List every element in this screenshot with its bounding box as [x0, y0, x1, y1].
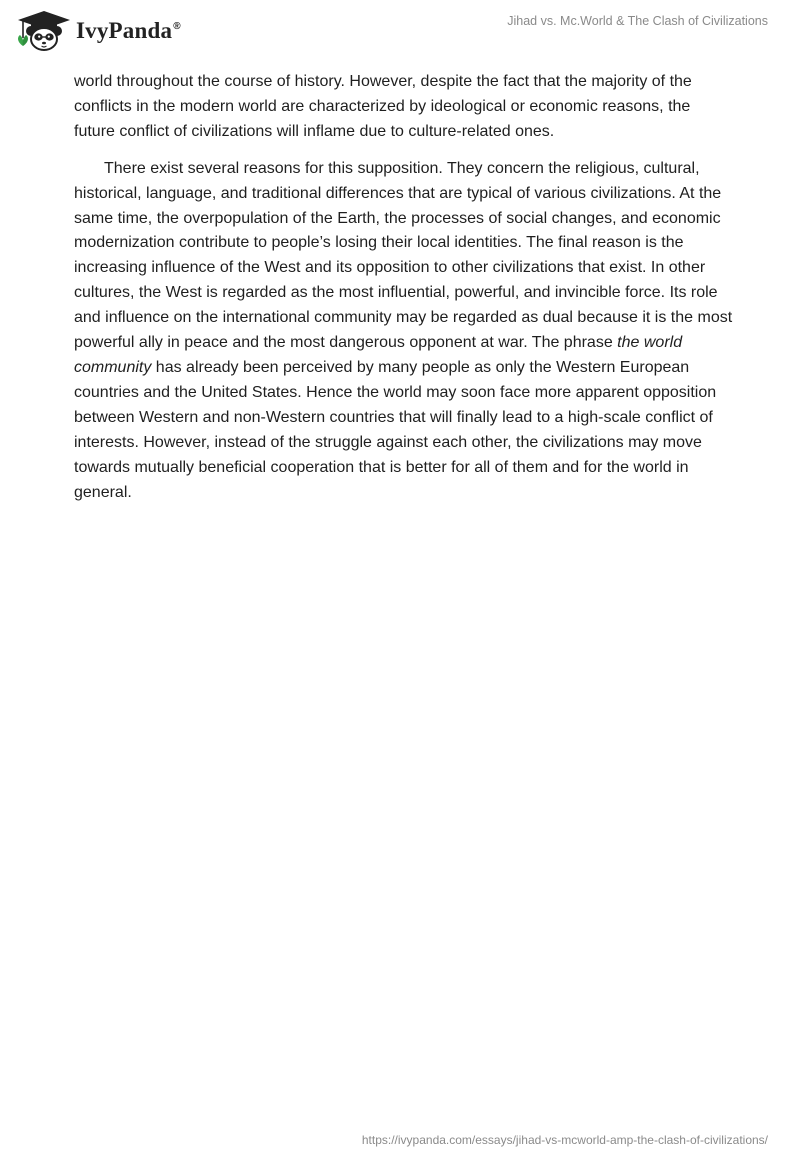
document-title: Jihad vs. Mc.World & The Clash of Civilizations [507, 14, 768, 28]
italic-phrase: the world community [74, 334, 683, 376]
paragraph-2-text-a: There exist several reasons for this supposition. They concern the religious, cultural, historical, language, and traditional differences that are typical of various civilizations. At the same time, the overpopulation of the Earth, the processes of social changes, and economic modernization contribute to people’s losing their local identities. The final reason is the increasing influence of the West and its opposition to other civilizations that exist. In other cultures, the West is regarded as the most influential, powerful, and invincible force. Its role and influence on the international community may be regarded as dual because it is the most powerful ally in peace and the most dangerous opponent at war. The phrase [74, 159, 733, 352]
source-url-link[interactable]: https://ivypanda.com/essays/jihad-vs-mcworld-amp-the-clash-of-civilizations/ [361, 1133, 768, 1147]
brand-logo[interactable] [14, 8, 181, 52]
brand-name [76, 18, 181, 44]
panda-graduate-icon [14, 8, 74, 52]
paragraph-2-text-b: has already been perceived by many people as only the Western European countries and the United States. Hence the world may soon face more apparent opposition between Western and non-Western countries that will finally lead to a high-scale conflict of interests. However, instead of the struggle against each other, the civilizations may move towards mutually beneficial cooperation that is better for all of them and for the world in general. [74, 358, 717, 501]
registered-mark: ® [173, 21, 181, 33]
essay-body [74, 70, 734, 517]
brand-name-text: IvyPanda [76, 18, 173, 43]
paragraph-2 [74, 157, 734, 506]
page-header [0, 0, 800, 66]
paragraph-1: world throughout the course of history. However, despite the fact that the majority of the conflicts in the modern world are characterized by ideological or economic reasons, the future conflict of civilizations will inflame due to culture-related ones. [74, 73, 692, 140]
